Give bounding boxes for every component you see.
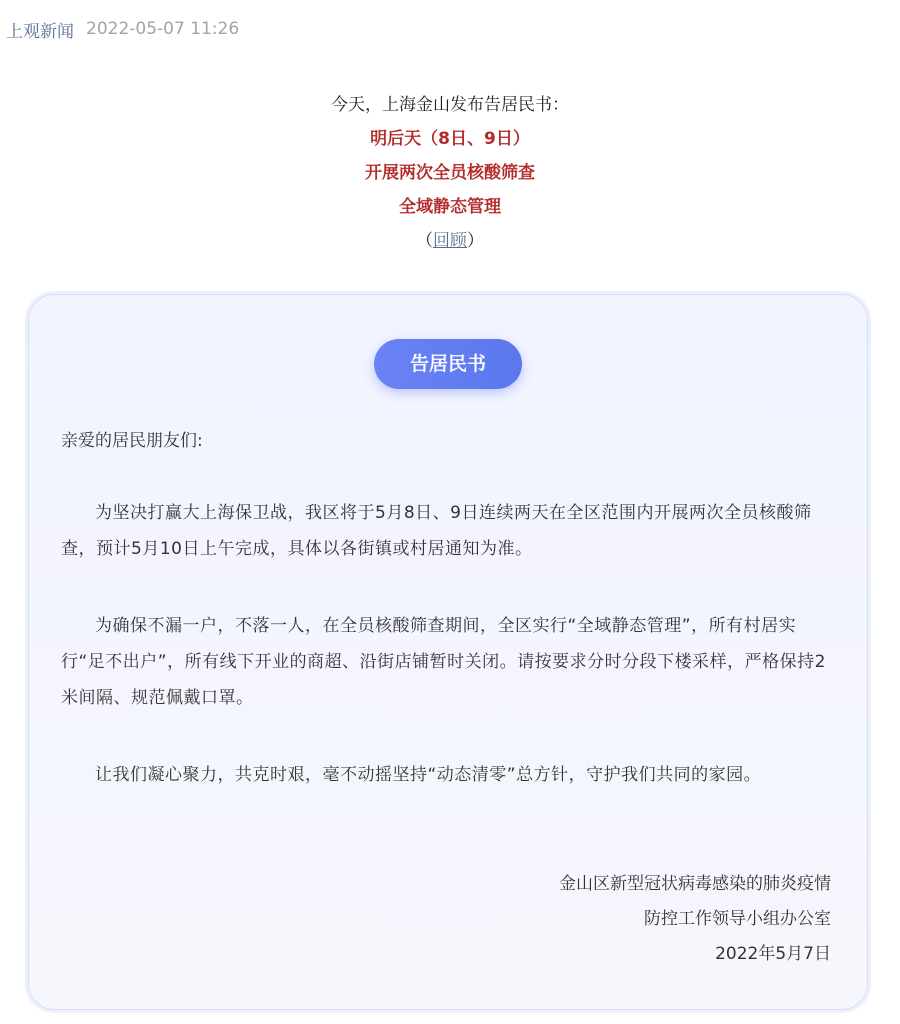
source-account-link[interactable]: 上观新闻 [6,21,74,42]
notice-paragraph: 让我们凝心聚力，共克时艰，毫不动摇坚持“动态清零”总方针，守护我们共同的家园。 [95,765,762,785]
intro-highlight-management: 全域静态管理 [399,197,501,217]
notice-card [28,294,868,1010]
notice-badge: 告居民书 [374,339,522,389]
review-line [0,224,900,258]
intro-section [0,88,900,258]
signature-date: 2022年5月7日 [715,944,831,964]
intro-highlight-dates: 明后天（8日、9日） [370,129,530,149]
review-link[interactable]: 回顾 [433,231,467,251]
notice-paragraph: 为坚决打赢大上海保卫战，我区将于5月8日、9日连续两天在全区范围内开展两次全员核酸筛查，预计5月10日上午完成，具体以各街镇或村居通知为准。 [61,503,812,559]
notice-signature [559,867,831,972]
notice-greeting: 亲爱的居民朋友们: [61,431,203,451]
intro-lead: 今天，上海金山发布告居民书： [331,95,569,115]
review-paren-open: （ [416,231,433,251]
intro-highlight-testing: 开展两次全员核酸筛查 [365,163,535,183]
review-paren-close: ） [467,231,484,251]
signature-org-line2: 防控工作领导小组办公室 [644,909,831,929]
signature-org-line1: 金山区新型冠状病毒感染的肺炎疫情 [559,874,831,894]
article-meta [6,17,239,41]
notice-paragraph: 为确保不漏一户，不落一人，在全员核酸筛查期间，全区实行“全域静态管理”，所有村居实行“足不出户”，所有线下开业的商超、沿街店铺暂时关闭。请按要求分时分段下楼采样，严格保持2米间隔、规范佩戴口罩。 [61,616,826,708]
publish-time: 2022-05-07 11:26 [86,19,240,39]
